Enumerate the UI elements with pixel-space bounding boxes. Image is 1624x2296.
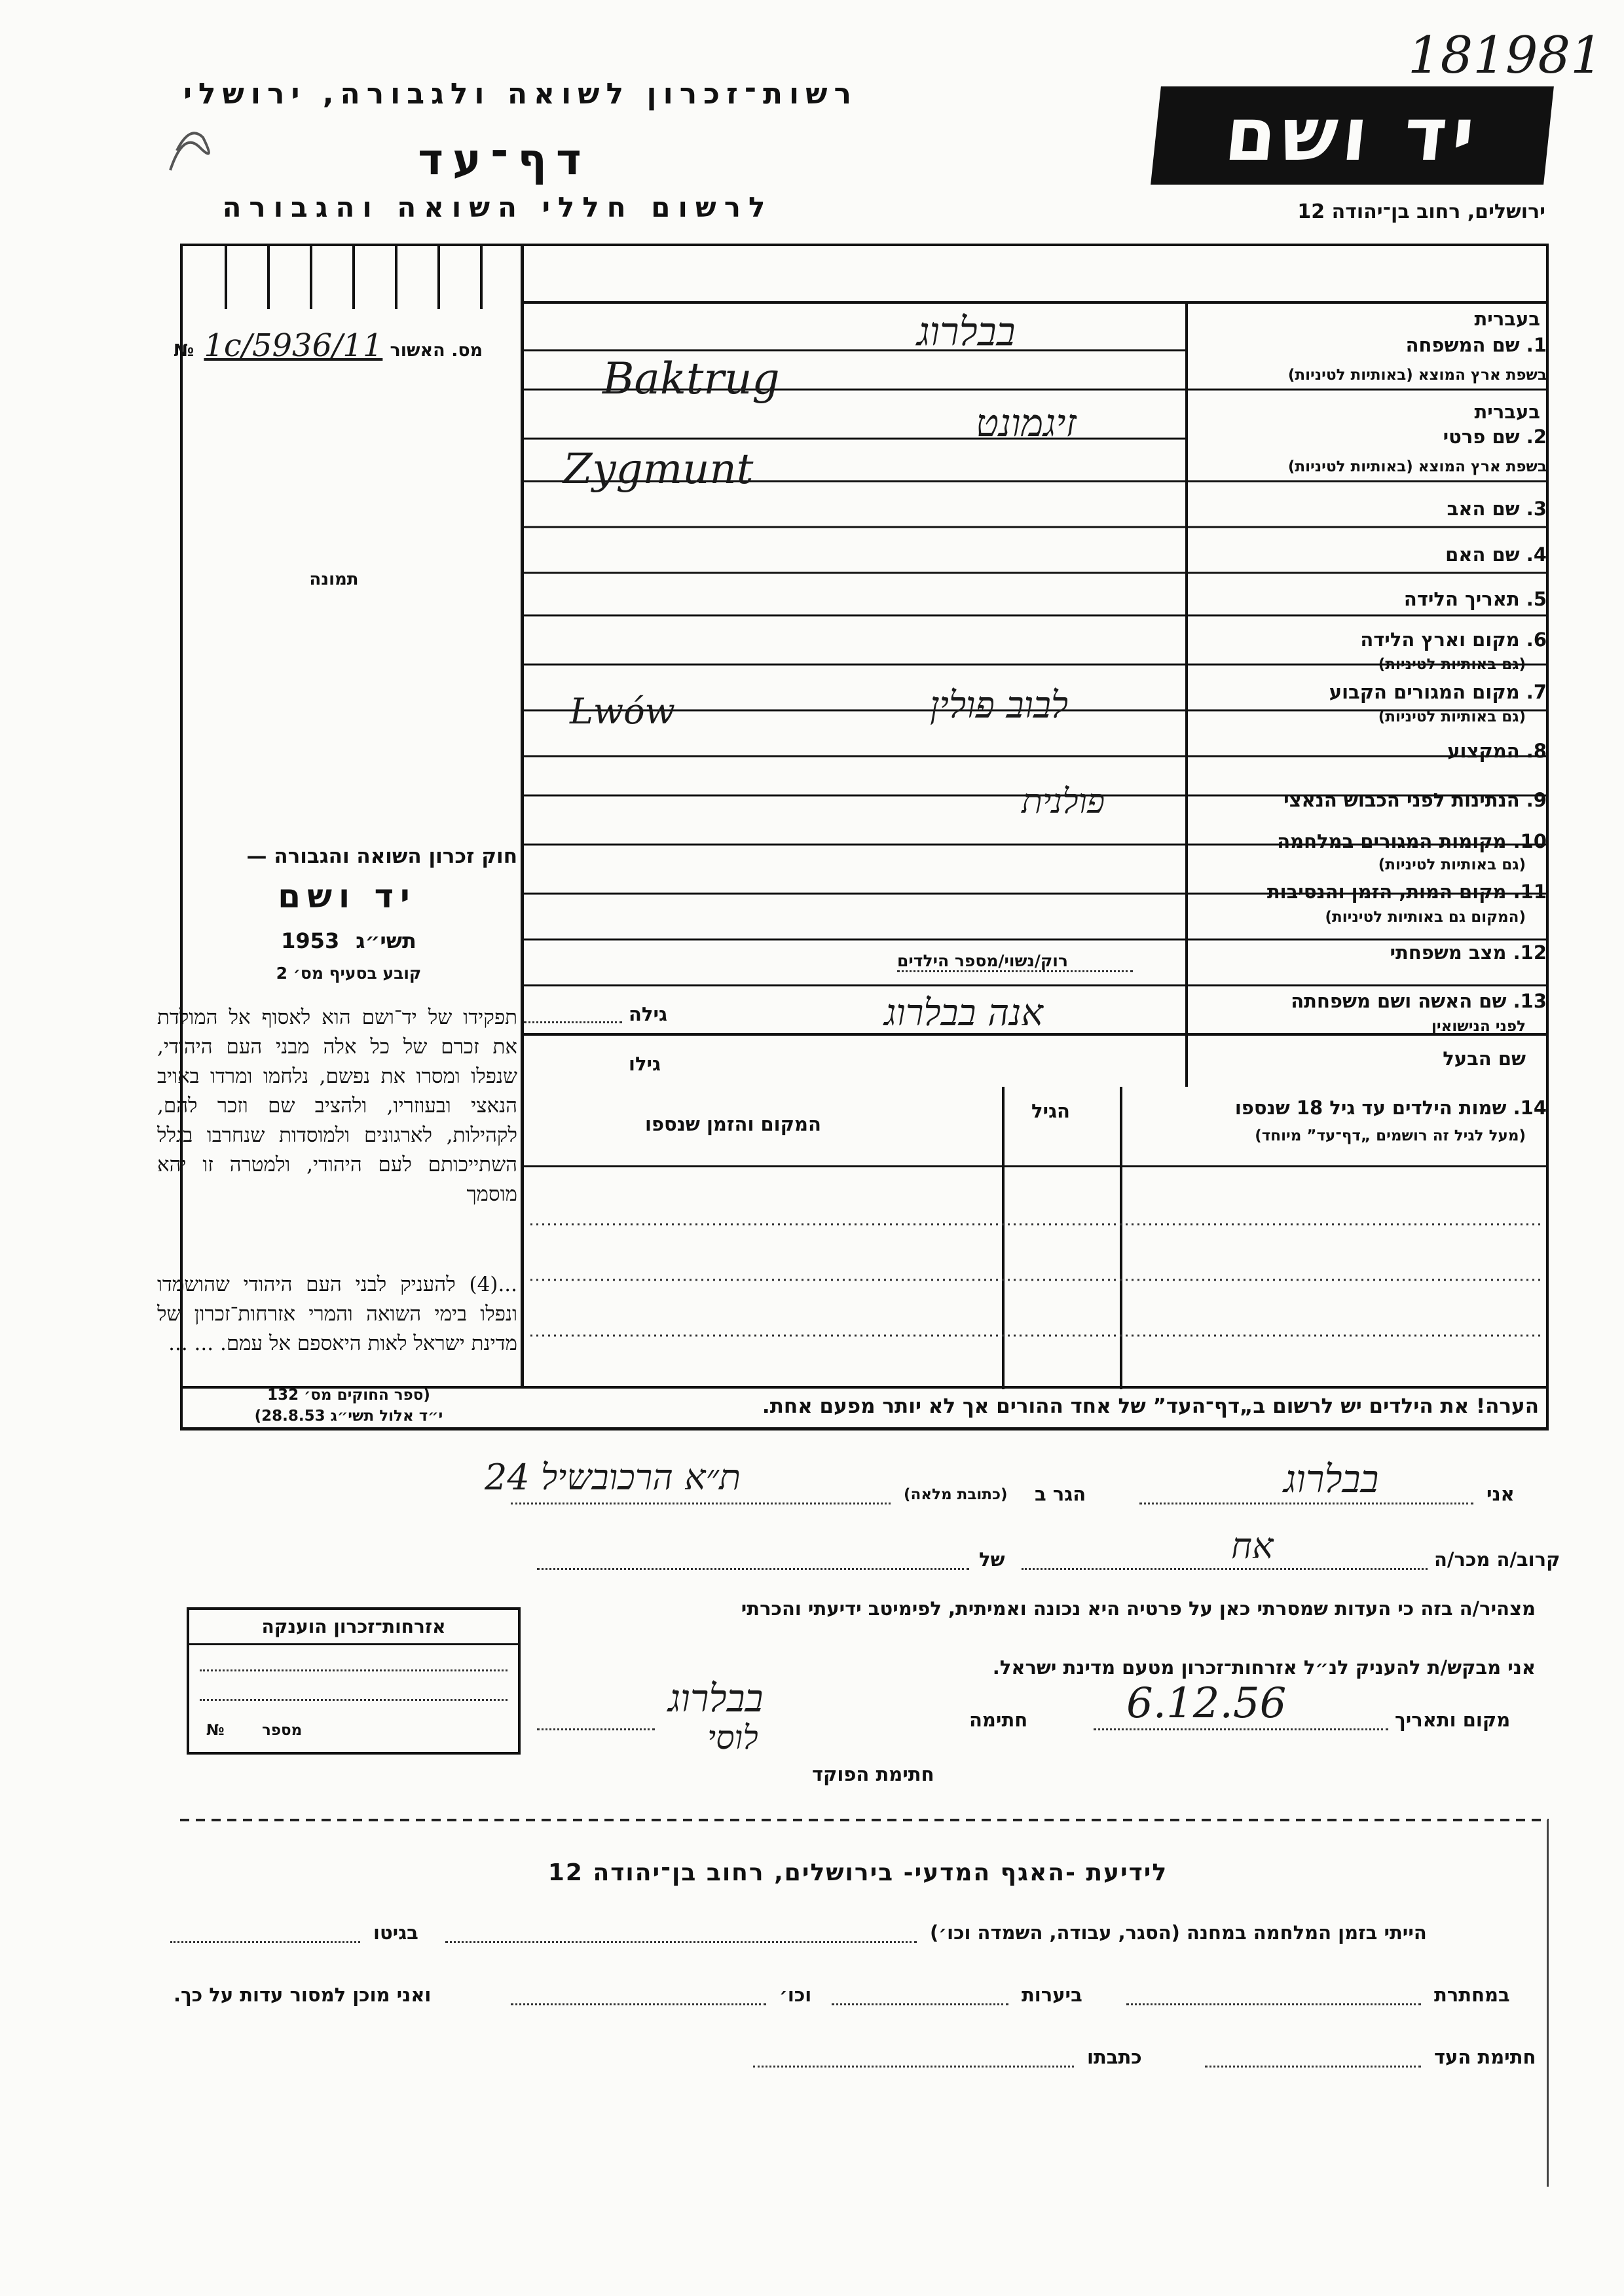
field-2-label xyxy=(1443,426,1547,448)
law-source-1: (ספר החוקים מס׳ 132 xyxy=(267,1387,430,1404)
children-title: שמות הילדים עד גיל 18 שנספו xyxy=(1234,1097,1507,1119)
field-13-label xyxy=(1291,990,1547,1012)
relative-dots xyxy=(1022,1568,1428,1570)
law-year-number: 1953 xyxy=(281,928,340,953)
footer-line3-dots-2 xyxy=(753,2066,1074,2068)
field-1-sublabel: בשפת ארץ המוצא (באותיות לטיניות) xyxy=(1287,367,1547,384)
field-9-num: 9. xyxy=(1526,789,1547,811)
signature-label: חתימה xyxy=(969,1709,1028,1731)
children-num: 14. xyxy=(1513,1097,1547,1119)
declaration-shel: של xyxy=(979,1548,1005,1571)
declarant-name-value: בבלרוג xyxy=(1283,1457,1379,1501)
field-13-title: שם האשה ושם משפחתה xyxy=(1291,990,1507,1012)
field-7-title: מקום המגורים הקבוע xyxy=(1329,681,1520,703)
children-sublabel: (מעל לגיל זה רושמים „דף־עד” מיוחד) xyxy=(1255,1127,1526,1144)
surname-latin-value: Baktrug xyxy=(602,354,780,404)
field-7-label xyxy=(1329,681,1547,703)
law-year xyxy=(180,928,517,953)
place-date-label: מקום ותאריך xyxy=(1395,1709,1511,1731)
children-col-age: הגיל xyxy=(1031,1100,1070,1122)
footer-line2-d: ואני מוכן למסור עדות על כך. xyxy=(174,1984,432,2006)
field-8-num: 8. xyxy=(1526,740,1547,762)
field-13-sublabel: לפני הנישואין xyxy=(1431,1018,1526,1035)
husband-label: שם הבעל xyxy=(1443,1048,1526,1070)
hebrew-hint-2: בעברית xyxy=(1474,401,1540,423)
field-4-label xyxy=(1445,543,1547,566)
footer-line1-a: הייתי בזמן המלחמה במחנה (הסגר, עבודה, השמדה וכו׳) xyxy=(930,1922,1427,1944)
declaration-statement: מצהיר/ה בזה כי העדות שמסרתי כאן על פרטיה היא נכונה ואמיתית, לפימיטב ידיעתי והכרתי xyxy=(741,1597,1536,1620)
field-13-num: 13. xyxy=(1513,990,1547,1012)
field-1-label xyxy=(1406,334,1547,356)
field-6-num: 6. xyxy=(1526,629,1547,651)
footer-line2-c: וכו׳ xyxy=(779,1984,812,2006)
wife-age-dots xyxy=(524,1021,622,1023)
footer-line1-dots xyxy=(445,1941,917,1943)
declaration-request: אני מבקש/ת להעניק לנ״ל אזרחות־זכרון מטעם מדינת ישראל. xyxy=(992,1656,1536,1679)
signature-value: בבלרוג xyxy=(668,1676,764,1721)
marital-options: רוק/נשוי/מספר הילדים xyxy=(897,951,1068,970)
footer-line2-dots-1 xyxy=(1126,2003,1421,2005)
nationality-value: פולנית xyxy=(1022,782,1105,822)
firstname-latin-value: Zygmunt xyxy=(563,445,754,494)
form-number-prefix: № xyxy=(174,341,194,361)
husband-age-label: גילו xyxy=(629,1053,661,1075)
field-1-num: 1. xyxy=(1526,334,1547,356)
citizenship-box-dots-2 xyxy=(200,1699,507,1701)
right-edge-line xyxy=(1547,1820,1549,2187)
surname-hebrew-value: בבלרוג xyxy=(917,309,1016,355)
declaration-gar-label: הגר ב xyxy=(1035,1483,1086,1505)
place-date-value: 6.12.56 xyxy=(1126,1679,1287,1728)
law-title: חוק זכרון השואה והגבורה — xyxy=(246,845,517,868)
field-11-title: מקום המות, הזמן והנסיבות xyxy=(1266,881,1507,903)
footer-line1-b: בגיטו xyxy=(373,1922,418,1944)
field-3-title: שם האב xyxy=(1447,498,1520,520)
footer-line3-a: חתימת העד xyxy=(1434,2046,1536,2068)
law-text: תפקידו של יד־ושם הוא לאסוף אל המולדת את זכרם של כל אלה מבני העם היהודי, שנפלו ומסרו את נפשם, נלחמו ומרדו באויב הנאצי ובעוזריו, ולהציב שם וזכר להם, לקהילות, לארגונים ולמוסדות שנחרבו בגלל השתייכותם לעם היהודי, ולמטרה זו יהא מוסמך xyxy=(157,1006,517,1206)
field-1-title: שם המשפחה xyxy=(1405,334,1520,356)
residence-hebrew-value: לבוב פולין xyxy=(930,684,1069,727)
field-3-label xyxy=(1447,498,1547,520)
field-10-label xyxy=(1277,830,1547,852)
clerk-signature-label: חתימת הפוקד xyxy=(812,1763,934,1785)
address: ירושלים, רחוב בן־יהודה 12 xyxy=(1297,200,1545,223)
law-clause: קובע בסעיף מס׳ 2 xyxy=(276,964,422,983)
form-title: דף־עד xyxy=(418,134,591,185)
field-7-sublabel: (גם באותיות לטיניות) xyxy=(1378,708,1526,725)
firstname-hebrew-value: זיגמונט xyxy=(976,401,1077,445)
field-9-title: הנתינות לפני הכבוש הנאצי xyxy=(1283,789,1520,811)
form-number xyxy=(174,327,483,364)
citizenship-number-prefix: № xyxy=(206,1722,225,1739)
footer-line1-dots-2 xyxy=(170,1941,360,1943)
relative-label: קרוב/ה מכר/ה xyxy=(1434,1548,1560,1571)
field-12-title: מצב משפחתי xyxy=(1390,941,1507,964)
cut-line xyxy=(180,1817,1549,1823)
relative-value: אח xyxy=(1231,1525,1274,1567)
field-5-title: תאריך הלידה xyxy=(1403,588,1520,610)
footer-line2-dots-2 xyxy=(832,2003,1008,2005)
footer-line2-dots-3 xyxy=(511,2003,766,2005)
marital-dots xyxy=(897,970,1133,972)
citizenship-box-dots-1 xyxy=(200,1669,507,1671)
signature-value-2: לוסי xyxy=(707,1719,758,1757)
field-3-num: 3. xyxy=(1526,498,1547,520)
footer-line2-a: במחתרת xyxy=(1434,1984,1510,2006)
declaration-gar-hint: (כתובת מלאה) xyxy=(904,1486,1008,1503)
field-5-label xyxy=(1404,588,1547,610)
law-text-2: ...(4) להעניק לבני העם היהודי שהושמדו ונפלו בימי השואה והמרי אזרחות־זכרון של מדינת ישראל לאות היאספם אל עמם. ... ... xyxy=(157,1273,517,1355)
code-boxes xyxy=(180,244,521,309)
field-10-num: 10. xyxy=(1513,830,1547,852)
children-note: הערה! את הילדים יש לרשום ב„דף־העד” של אחד ההורים אך לא יותר מפעם אחת. xyxy=(762,1394,1539,1418)
field-8-label xyxy=(1447,740,1547,762)
form-number-label: מס. האשור xyxy=(390,340,483,361)
field-6-label xyxy=(1360,629,1547,651)
field-11-label xyxy=(1267,881,1547,903)
citizenship-box-title: אזרחות־זכרון הוענקה xyxy=(261,1616,446,1637)
place-date-dots xyxy=(1094,1728,1388,1730)
law-name: יד ושם xyxy=(278,877,416,915)
footer-line3-dots-1 xyxy=(1205,2066,1421,2068)
archive-number: 181981 xyxy=(1408,26,1603,85)
field-2-sublabel: בשפת ארץ המוצא (באותיות לטיניות) xyxy=(1287,458,1547,475)
field-5-num: 5. xyxy=(1526,588,1547,610)
field-10-title: מקומות המגורים במלחמה xyxy=(1277,830,1507,852)
citizenship-number-label: מספר xyxy=(262,1722,303,1739)
field-12-label xyxy=(1390,941,1547,964)
declarant-address-value: ת״א הרכובשיל 24 xyxy=(485,1457,741,1498)
field-6-sublabel: (גם באותיות לטיניות) xyxy=(1378,656,1526,673)
field-6-title: מקום וארץ הלידה xyxy=(1360,629,1520,651)
field-11-num: 11. xyxy=(1513,881,1547,903)
wife-age-label: גילה xyxy=(629,1003,667,1025)
field-9-label xyxy=(1283,789,1547,811)
field-2-num: 2. xyxy=(1526,426,1547,448)
field-2-title: שם פרטי xyxy=(1443,426,1520,448)
footer-title: לידיעת -האגף המדעי- בירושלים, רחוב בן־יהודה 12 xyxy=(547,1859,1168,1886)
field-4-num: 4. xyxy=(1526,543,1547,566)
field-10-sublabel: (גם באותיות לטיניות) xyxy=(1378,856,1526,873)
law-source-2: י״ד אלול תשי״ג 28.8.53) xyxy=(254,1408,443,1425)
signature-dots xyxy=(537,1728,655,1730)
photo-label: תמונה xyxy=(309,570,359,589)
scribble-mark xyxy=(164,124,223,183)
note-bottom-line xyxy=(180,1428,1549,1430)
field-4-title: שם האם xyxy=(1445,543,1520,566)
shel-dots xyxy=(537,1568,969,1570)
declaration-ani: אני xyxy=(1486,1483,1515,1505)
wife-name-value: אנה בבלרוג xyxy=(884,992,1043,1034)
children-rows xyxy=(524,1165,1549,1388)
hebrew-hint-1: בעברית xyxy=(1474,308,1540,330)
organization-name: רשות־זכרון לשואה ולגבורה, ירושלי xyxy=(183,77,858,111)
field-7-num: 7. xyxy=(1526,681,1547,703)
form-number-value: 1c/5936/11 xyxy=(204,327,383,364)
residence-latin-value: Lwów xyxy=(570,691,675,732)
children-label xyxy=(1235,1097,1547,1119)
footer-line3-b: כתבתו xyxy=(1087,2046,1142,2068)
citizenship-box-line xyxy=(187,1643,521,1645)
yad-vashem-logo: יד ושם xyxy=(1151,86,1554,185)
declarant-name-dots xyxy=(1139,1503,1473,1504)
field-8-title: המקצוע xyxy=(1447,740,1520,762)
address-dots xyxy=(511,1503,891,1504)
footer-line2-b: ביערות xyxy=(1022,1984,1082,2006)
form-subtitle: לרשום חללי השואה והגבורה xyxy=(222,191,773,223)
field-11-sublabel: (המקום גם באותיות לטיניות) xyxy=(1325,909,1526,926)
field-12-num: 12. xyxy=(1513,941,1547,964)
law-year-hebrew: תשי״ג xyxy=(356,928,416,953)
children-col-place: המקום והזמן שנספו xyxy=(645,1113,821,1135)
